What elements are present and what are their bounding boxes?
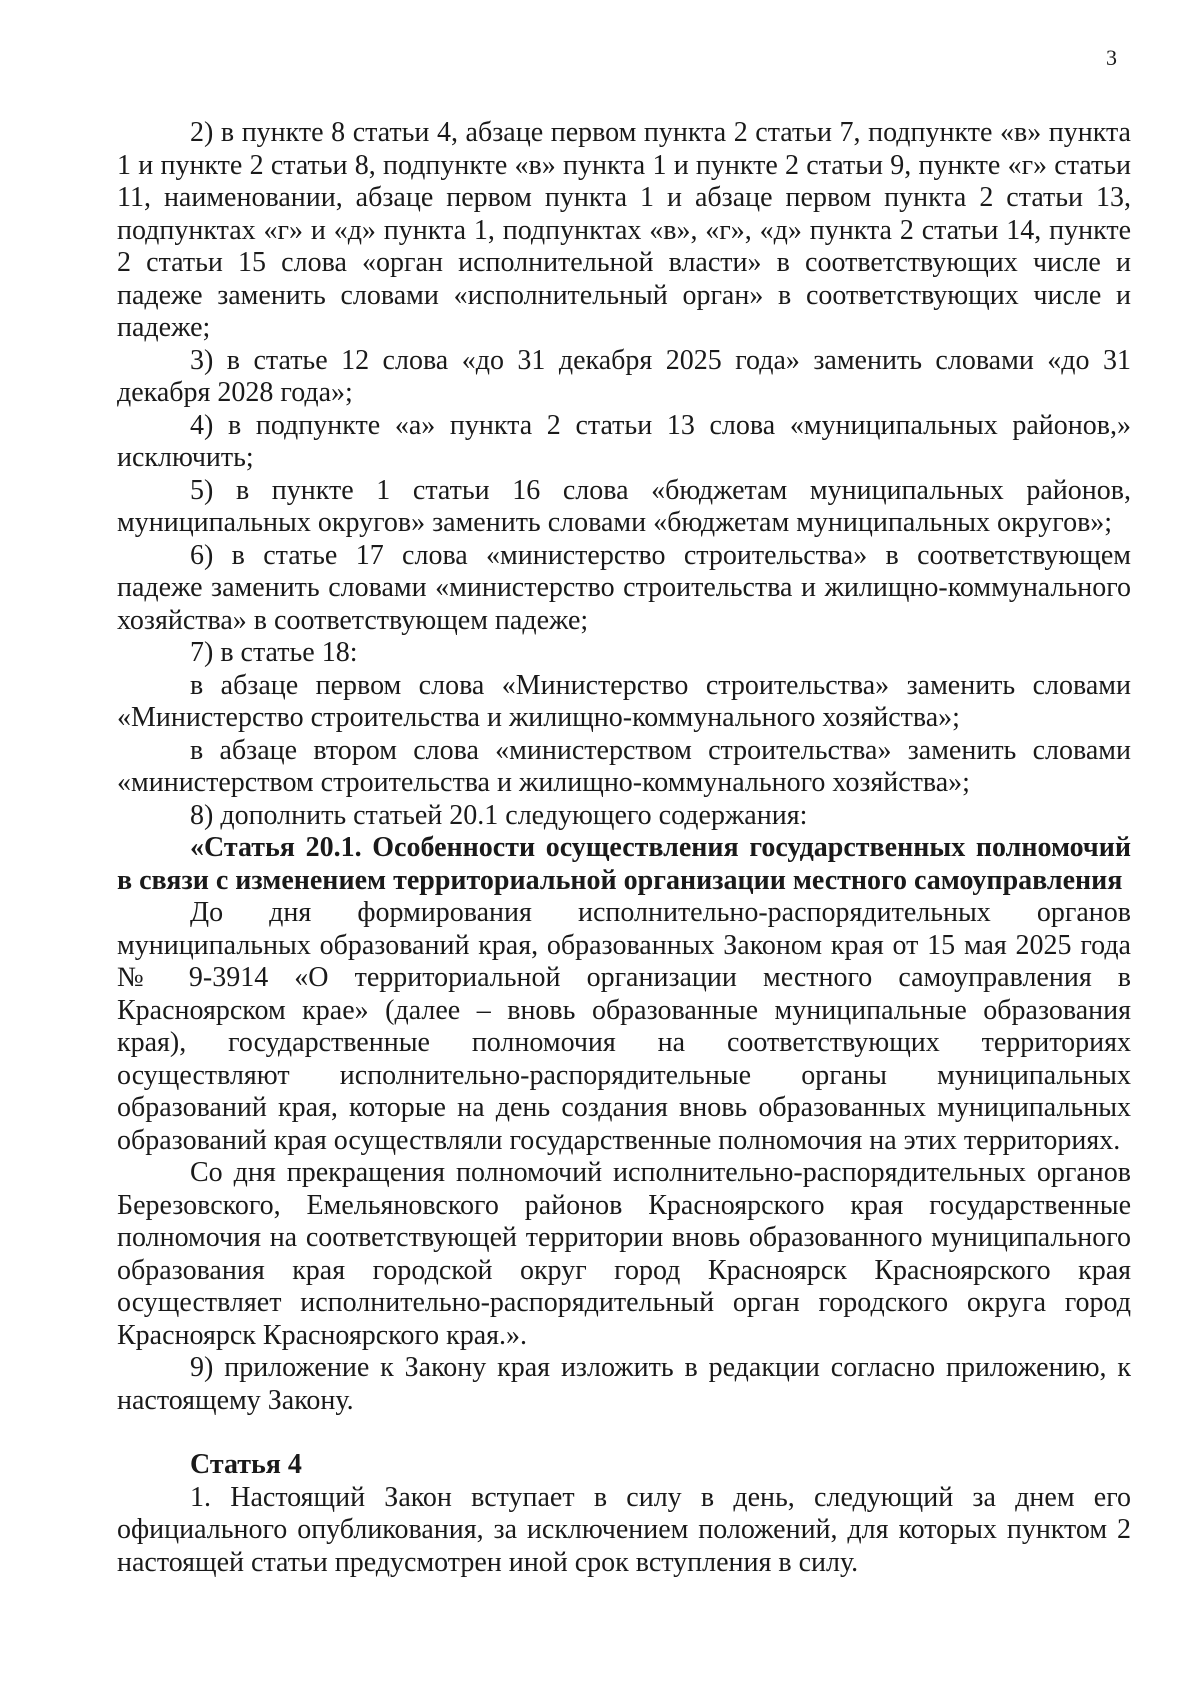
document-body <box>117 117 1131 1579</box>
page-number: 3 <box>1106 45 1117 70</box>
article-4-point-1: 1. Настоящий Закон вступает в силу в день, следующий за днем его официального опубликования, за исключением положений, для которых пунктом 2 настоящей статьи предусмотрен иной срок вступления в силу. <box>117 1481 1131 1578</box>
article-20-1-part-2: Со дня прекращения полномочий исполнительно-распорядительных органов Березовского, Емельяновского районов Красноярского края государственные полномочия на соответствующей территории вновь образованного муниципального образования края городской округ город Красноярск Красноярского края осуществляет исполнительно-распорядительный орган городского округа город Красноярск Красноярского края.». <box>117 1157 1131 1351</box>
paragraph-6: 6) в статье 17 слова «министерство строительства» в соответствующем падеже заменить словами «министерство строительства и жилищно-коммунального хозяйства» в соответствующем падеже; <box>117 539 1131 636</box>
paragraph-9: 9) приложение к Закону края изложить в редакции согласно приложению, к настоящему Закону. <box>117 1352 1131 1416</box>
paragraph-7-first: в абзаце первом слова «Министерство строительства» заменить словами «Министерство строительства и жилищно-коммунального хозяйства»; <box>117 669 1131 733</box>
paragraph-3: 3) в статье 12 слова «до 31 декабря 2025 года» заменить словами «до 31 декабря 2028 года»; <box>117 344 1131 408</box>
paragraph-7: 7) в статье 18: <box>190 637 358 668</box>
paragraph-2: 2) в пункте 8 статьи 4, абзаце первом пункта 2 статьи 7, подпункте «в» пункта 1 и пункте 2 статьи 8, подпункте «в» пункта 1 и пункте 2 статьи 9, пункте «г» статьи 11, наименовании, абзаце первом пункта 1 и абзаце первом пункта 2 статьи 13, подпунктах «г» и «д» пункта 1, подпунктах «в», «г», «д» пункта 2 статьи 14, пункте 2 статьи 15 слова «орган исполнительной власти» в соответствующих числе и падеже заменить словами «исполнительный орган» в соответствующих числе и падеже; <box>117 117 1131 343</box>
article-20-1-heading: «Статья 20.1. Особенности осуществления государственных полномочий в связи с изменением территориальной организации местного самоуправления <box>117 832 1131 896</box>
paragraph-4: 4) в подпункте «а» пункта 2 статьи 13 слова «муниципальных районов,» исключить; <box>117 409 1131 473</box>
paragraph-5: 5) в пункте 1 статьи 16 слова «бюджетам муниципальных районов, муниципальных округов» заменить словами «бюджетам муниципальных округов»; <box>117 474 1131 538</box>
paragraph-8: 8) дополнить статьей 20.1 следующего содержания: <box>190 799 808 831</box>
paragraph-7-second: в абзаце втором слова «министерством строительства» заменить словами «министерством строительства и жилищно-коммунального хозяйства»; <box>117 734 1131 798</box>
article-20-1-part-1: До дня формирования исполнительно-распорядительных органов муниципальных образований края, образованных Законом края от 15 мая 2025 года № 9-3914 «О территориальной организации местного самоуправления в Красноярском крае» (далее – вновь образованные муниципальные образования края), государственные полномочия на соответствующих территориях осуществляют исполнительно-распорядительные органы муниципальных образований края, которые на день создания вновь образованных муниципальных образований края осуществляли государственные полномочия на этих территориях. <box>117 897 1131 1156</box>
section-gap <box>117 1417 1131 1449</box>
article-4-heading: Статья 4 <box>190 1449 302 1480</box>
